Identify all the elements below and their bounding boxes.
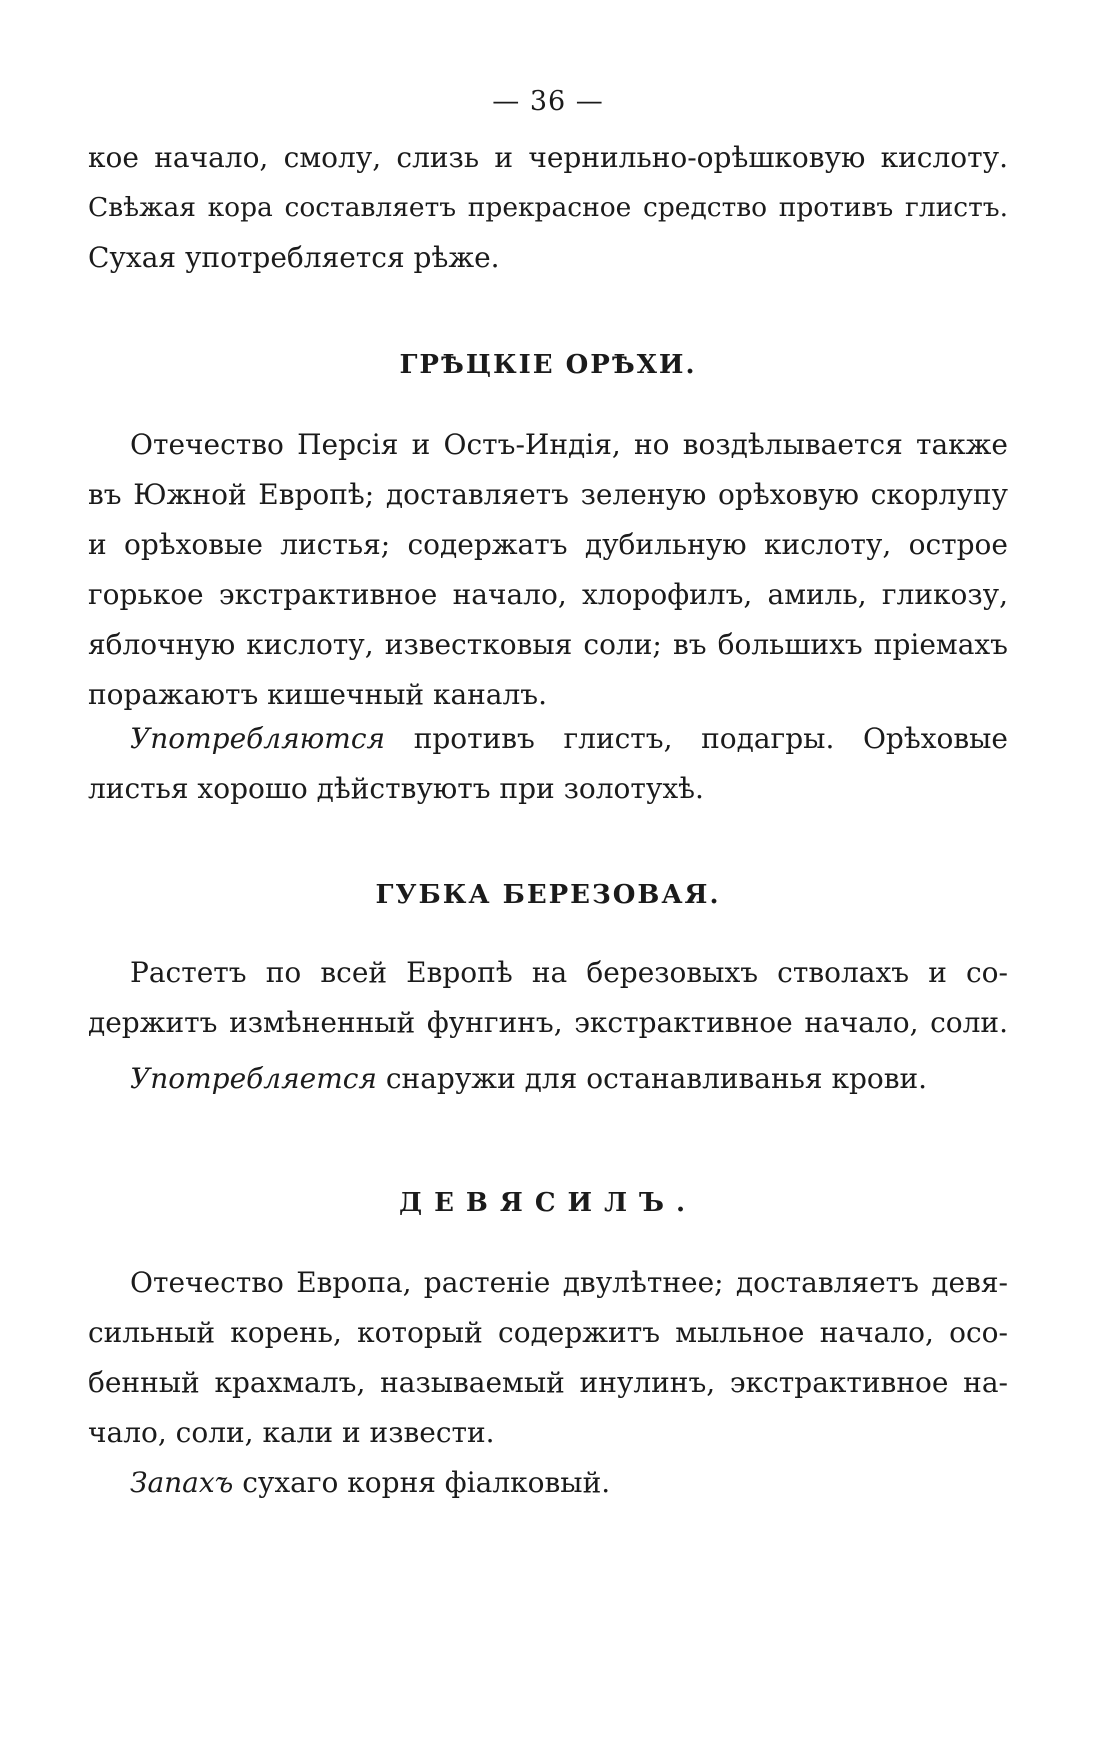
- italic-term: Употребляются: [130, 722, 386, 755]
- text-line: Отечество Европа, растеніе двулѣтнее; доставляетъ девя-: [130, 1266, 1008, 1299]
- text-line: чало, соли, кали и извести.: [88, 1416, 495, 1449]
- text-line: Свѣжая кора составляетъ прекрасное средство противъ глистъ.: [88, 192, 1008, 223]
- walnuts-use-paragraph: [88, 714, 1008, 814]
- text-line: кое начало, смолу, слизь и чернильно-орѣшковую кислоту.: [88, 141, 1008, 174]
- text-line: Сухая употребляется рѣже.: [88, 241, 500, 274]
- text-line: бенный крахмалъ, называемый инулинъ, экстрактивное на-: [88, 1366, 1008, 1399]
- walnuts-paragraph: [88, 420, 1008, 720]
- text-line: Отечество Персія и Остъ-Индія, но воздѣлывается также: [130, 428, 1008, 461]
- section-heading-birch-fungus: ГУБКА БЕРЕЗОВАЯ.: [375, 880, 721, 910]
- page-number: — 36 —: [492, 86, 604, 117]
- text-line: [88, 714, 1008, 764]
- text-line: и орѣховые листья; содержатъ дубильную кислоту, острое: [88, 528, 1008, 561]
- text-line: [88, 1458, 1008, 1508]
- text-line: листья хорошо дѣйствуютъ при золотухѣ.: [88, 772, 704, 805]
- text-fragment: противъ глистъ, подагры. Орѣховые: [413, 722, 1008, 755]
- text-line: держитъ измѣненный фунгинъ, экстрактивное начало, соли.: [88, 1006, 1008, 1039]
- elecampane-smell-paragraph: [88, 1458, 1008, 1508]
- elecampane-paragraph: [88, 1258, 1008, 1458]
- text-line: [88, 1054, 1008, 1104]
- text-line: поражаютъ кишечный каналъ.: [88, 678, 548, 711]
- text-fragment: снаружи для останавливанья крови.: [385, 1062, 928, 1095]
- text-line: сильный корень, который содержитъ мыльное начало, осо-: [88, 1316, 1008, 1349]
- birch-fungus-paragraph: [88, 948, 1008, 1048]
- text-line: въ Южной Европѣ; доставляетъ зеленую орѣховую скорлупу: [88, 478, 1008, 511]
- italic-term: Запахъ: [130, 1466, 234, 1499]
- birch-fungus-use-paragraph: [88, 1054, 1008, 1104]
- text-fragment: сухаго корня фіалковый.: [242, 1466, 611, 1499]
- book-page: [88, 0, 1008, 1743]
- intro-paragraph: [88, 133, 1008, 283]
- text-line: Растетъ по всей Европѣ на березовыхъ стволахъ и со-: [130, 956, 1008, 989]
- italic-term: Употребляется: [130, 1062, 377, 1095]
- text-line: яблочную кислоту, известковыя соли; въ большихъ пріемахъ: [88, 628, 1008, 661]
- section-heading-walnuts: ГРѢЦКІЕ ОРѢХИ.: [399, 350, 697, 380]
- section-heading-elecampane: ДЕВЯСИЛЪ.: [398, 1188, 697, 1218]
- text-line: горькое экстрактивное начало, хлорофилъ, амиль, гликозу,: [88, 578, 1008, 611]
